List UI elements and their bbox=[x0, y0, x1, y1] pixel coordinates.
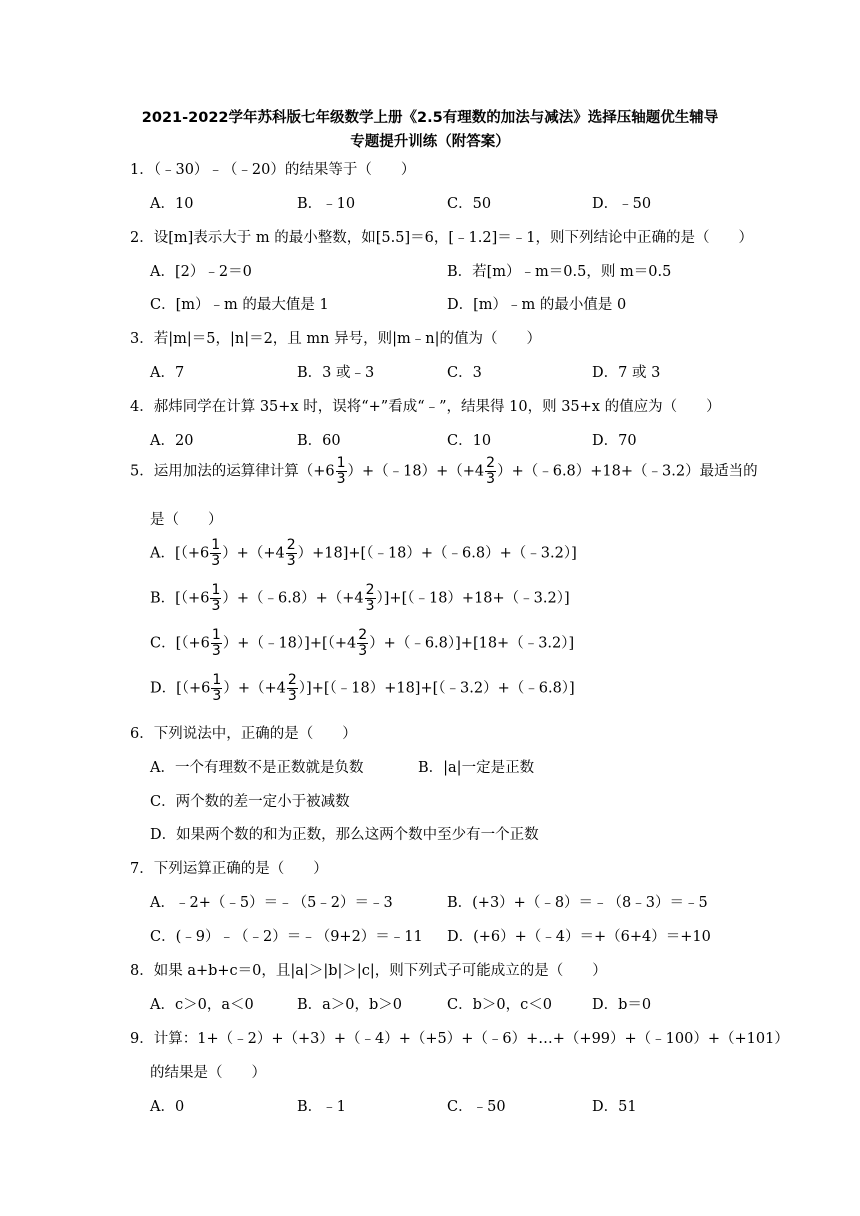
question-6: 6．下列说法中，正确的是（ ） bbox=[130, 726, 357, 742]
q8-option-d: D．b＝0 bbox=[592, 997, 652, 1013]
q4-option-c: C．10 bbox=[447, 433, 492, 449]
q5-stem-part: ）+（﹣18）+（+4 bbox=[347, 463, 485, 480]
q7-option-b: B．(+3）+（﹣8）＝﹣（8﹣3）＝﹣5 bbox=[447, 895, 708, 911]
q3-option-a: A．7 bbox=[150, 365, 185, 381]
question-8: 8．如果 a+b+c＝0，且|a|＞|b|＞|c|，则下列式子可能成立的是（ ） bbox=[130, 963, 607, 979]
question-1: 1．（﹣30）﹣（﹣20）的结果等于（ ） bbox=[130, 162, 416, 178]
q9-option-a: A．0 bbox=[150, 1099, 185, 1115]
q4-option-a: A．20 bbox=[150, 433, 194, 449]
q3-option-b: B．3 或﹣3 bbox=[297, 365, 375, 381]
q4-option-b: B．60 bbox=[297, 433, 341, 449]
q4-option-d: D．70 bbox=[592, 433, 637, 449]
fraction: $\frac{2}{3}$ bbox=[486, 455, 496, 487]
q9-option-b: B．﹣1 bbox=[297, 1099, 346, 1115]
q7-option-d: D．(+6）+（﹣4）＝+（6+4）＝+10 bbox=[447, 929, 711, 945]
question-3: 3．若|m|＝5，|n|＝2，且 mn 异号，则|m﹣n|的值为（ ） bbox=[130, 331, 541, 347]
q7-option-a: A．﹣2+（﹣5）＝﹣（5﹣2）＝﹣3 bbox=[150, 895, 393, 911]
q5-stem-line2: 是（ ） bbox=[150, 512, 223, 528]
q5-option-b: B．[（+6 $\frac{1}{3}$ ）+（﹣6.8）+（+4 $\frac{2}{3}$ ）]+[（﹣18）+18+（﹣3.2）] bbox=[150, 582, 570, 614]
question-2: 2．设[m]表示大于 m 的最小整数，如[5.5]＝6，[﹣1.2]＝﹣1，则下列结论中正确的是（ ） bbox=[130, 230, 753, 246]
q3-option-d: D．7 或 3 bbox=[592, 365, 661, 381]
q6-option-b: B．|a|一定是正数 bbox=[418, 760, 535, 776]
q2-option-d: D．[m）﹣m 的最小值是 0 bbox=[447, 297, 627, 313]
question-5 bbox=[130, 456, 758, 487]
q9-stem-line2: 的结果是（ ） bbox=[150, 1065, 266, 1081]
q9-option-d: D．51 bbox=[592, 1099, 637, 1115]
q1-option-d: D．﹣50 bbox=[592, 196, 652, 212]
q6-option-c: C．两个数的差一定小于被减数 bbox=[150, 794, 350, 810]
q5-option-a: A．[（+6 $\frac{1}{3}$ ）+（+4 $\frac{2}{3}$ ）+18]+[（﹣18）+（﹣6.8）+（﹣3.2）] bbox=[150, 537, 577, 569]
q5-stem-part: ）+（﹣6.8）+18+（﹣3.2）最适当的 bbox=[497, 463, 758, 480]
q2-option-a: A．[2）﹣2＝0 bbox=[150, 264, 252, 280]
q1-option-c: C．50 bbox=[447, 196, 492, 212]
q8-option-a: A．c＞0，a＜0 bbox=[150, 997, 254, 1013]
question-4: 4．郝炜同学在计算 35+x 时，误将“+”看成“﹣”，结果得 10，则 35+x 的值应为（ ） bbox=[130, 399, 721, 415]
q5-stem-part: 5．运用加法的运算律计算（+6 bbox=[130, 463, 335, 480]
q6-option-d: D．如果两个数的和为正数，那么这两个数中至少有一个正数 bbox=[150, 827, 539, 843]
q5-option-c: C．[（+6 $\frac{1}{3}$ ）+（﹣18）]+[（+4 $\frac{2}{3}$ ）+（﹣6.8）]+[18+（﹣3.2）] bbox=[150, 627, 575, 659]
q6-option-a: A．一个有理数不是正数就是负数 bbox=[150, 760, 364, 776]
question-7: 7．下列运算正确的是（ ） bbox=[130, 861, 328, 877]
question-9: 9．计算：1+（﹣2）+（+3）+（﹣4）+（+5）+（﹣6）+…+（+99）+（﹣100）+（+101） bbox=[130, 1031, 789, 1047]
q3-option-c: C．3 bbox=[447, 365, 482, 381]
document-subtitle: 专题提升训练（附答案） bbox=[350, 134, 510, 150]
fraction: $\frac{1}{3}$ bbox=[336, 455, 346, 487]
q1-option-b: B．﹣10 bbox=[297, 196, 356, 212]
q2-option-c: C．[m）﹣m 的最大值是 1 bbox=[150, 297, 329, 313]
q1-option-a: A．10 bbox=[150, 196, 194, 212]
q8-option-c: C．b＞0，c＜0 bbox=[447, 997, 552, 1013]
document-title: 2021-2022学年苏科版七年级数学上册《2.5有理数的加法与减法》选择压轴题优生辅导 bbox=[141, 110, 719, 126]
q9-option-c: C．﹣50 bbox=[447, 1099, 506, 1115]
q8-option-b: B．a＞0，b＞0 bbox=[297, 997, 403, 1013]
q5-option-d: D．[（+6 $\frac{1}{3}$ ）+（+4 $\frac{2}{3}$ ）]+[（﹣18）+18]+[（﹣3.2）+（﹣6.8）] bbox=[150, 672, 575, 704]
q7-option-c: C．(﹣9）﹣（﹣2）＝﹣（9+2）＝﹣11 bbox=[150, 929, 423, 945]
q2-option-b: B．若[m）﹣m＝0.5，则 m＝0.5 bbox=[447, 264, 672, 280]
